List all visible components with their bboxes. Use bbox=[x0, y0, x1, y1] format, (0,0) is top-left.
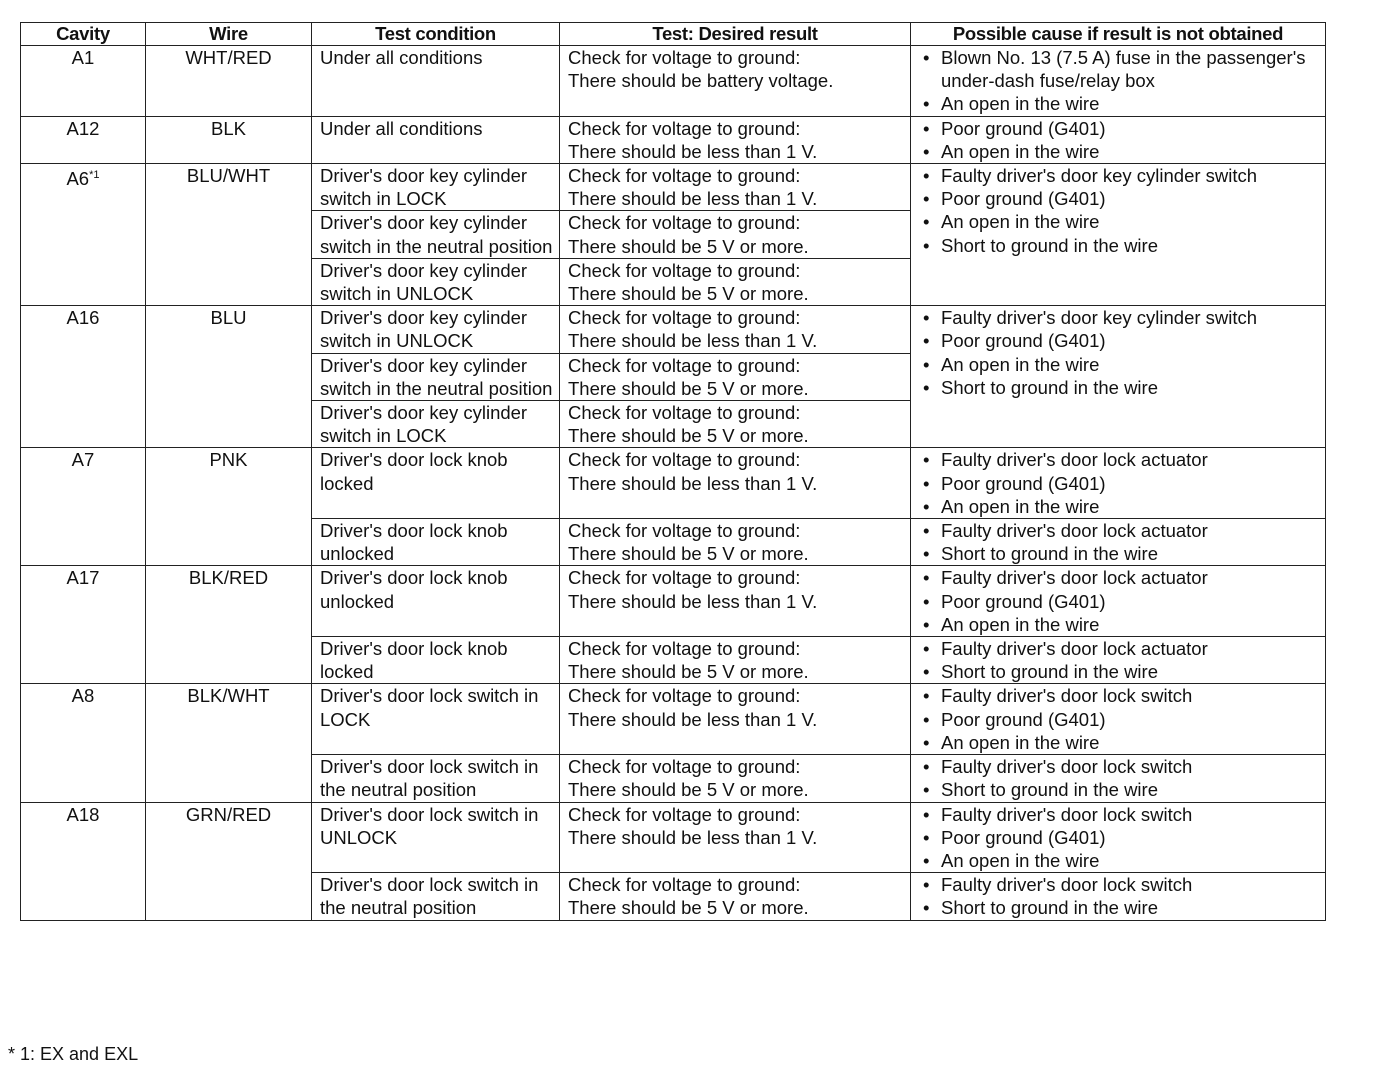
desired-result-cell: Check for voltage to ground: There should be less than 1 V. bbox=[560, 448, 911, 519]
cavity-cell bbox=[21, 46, 146, 117]
table-row bbox=[21, 116, 1326, 163]
cavity-cell bbox=[21, 566, 146, 684]
cause-item: • Faulty driver's door lock switch bbox=[923, 803, 1325, 826]
cause-item: • Blown No. 13 (7.5 A) fuse in the passenger's under-dash fuse/relay box bbox=[923, 46, 1325, 92]
test-condition-cell: Driver's door key cylinder switch in UNLOCK bbox=[312, 258, 560, 305]
table-row bbox=[21, 164, 1326, 211]
cavity-cell bbox=[21, 684, 146, 802]
cavity-cell bbox=[21, 306, 146, 448]
desired-result-cell: Check for voltage to ground: There should be less than 1 V. bbox=[560, 684, 911, 755]
desired-result-cell: Check for voltage to ground: There should be less than 1 V. bbox=[560, 566, 911, 637]
cause-item: • Short to ground in the wire bbox=[923, 778, 1325, 801]
cause-item: • An open in the wire bbox=[923, 140, 1325, 163]
desired-result-cell: Check for voltage to ground: There should be 5 V or more. bbox=[560, 258, 911, 305]
cause-item: • Poor ground (G401) bbox=[923, 117, 1325, 140]
cause-item: • An open in the wire bbox=[923, 92, 1325, 115]
possible-cause-cell bbox=[911, 873, 1326, 920]
desired-result-cell: Check for voltage to ground: There should be 5 V or more. bbox=[560, 873, 911, 920]
table-row bbox=[21, 802, 1326, 873]
possible-cause-cell bbox=[911, 46, 1326, 117]
possible-cause-cell bbox=[911, 566, 1326, 637]
possible-cause-cell bbox=[911, 306, 1326, 448]
test-condition-cell: Driver's door lock knob unlocked bbox=[312, 566, 560, 637]
cause-item: • An open in the wire bbox=[923, 613, 1325, 636]
cause-item: • Short to ground in the wire bbox=[923, 542, 1325, 565]
desired-result-cell: Check for voltage to ground: There should be less than 1 V. bbox=[560, 116, 911, 163]
test-condition-cell: Driver's door lock switch in LOCK bbox=[312, 684, 560, 755]
wire-cell: BLK bbox=[146, 116, 312, 163]
cavity-label: A8 bbox=[71, 685, 95, 707]
cavity-cell bbox=[21, 116, 146, 163]
cavity-cell bbox=[21, 802, 146, 920]
cause-item: • Short to ground in the wire bbox=[923, 376, 1325, 399]
cause-item: • Faulty driver's door lock switch bbox=[923, 755, 1325, 778]
cause-item: • An open in the wire bbox=[923, 210, 1325, 233]
desired-result-cell: Check for voltage to ground: There should be battery voltage. bbox=[560, 46, 911, 117]
test-condition-cell: Driver's door lock switch in UNLOCK bbox=[312, 802, 560, 873]
cause-item: • Poor ground (G401) bbox=[923, 708, 1325, 731]
header-desired-result: Test: Desired result bbox=[560, 23, 911, 46]
header-row bbox=[21, 23, 1326, 46]
cavity-note: *1 bbox=[89, 169, 100, 182]
cavity-cell bbox=[21, 164, 146, 306]
test-condition-cell: Under all conditions bbox=[312, 46, 560, 117]
cause-item: • Poor ground (G401) bbox=[923, 329, 1325, 352]
table-body bbox=[21, 46, 1326, 921]
cause-item: • Short to ground in the wire bbox=[923, 660, 1325, 683]
test-condition-cell: Driver's door key cylinder switch in UNLOCK bbox=[312, 306, 560, 353]
wire-cell: WHT/RED bbox=[146, 46, 312, 117]
cause-item: • An open in the wire bbox=[923, 353, 1325, 376]
cause-item: • An open in the wire bbox=[923, 849, 1325, 872]
cause-item: • Faulty driver's door lock switch bbox=[923, 873, 1325, 896]
test-condition-cell: Driver's door key cylinder switch in the neutral position bbox=[312, 353, 560, 400]
cause-item: • Poor ground (G401) bbox=[923, 826, 1325, 849]
cause-item: • Faulty driver's door lock actuator bbox=[923, 448, 1325, 471]
wire-cell: BLK/RED bbox=[146, 566, 312, 684]
possible-cause-cell bbox=[911, 164, 1326, 306]
table-row bbox=[21, 684, 1326, 755]
wire-cell: BLU bbox=[146, 306, 312, 448]
table-row bbox=[21, 566, 1326, 637]
desired-result-cell: Check for voltage to ground: There should be 5 V or more. bbox=[560, 519, 911, 566]
cavity-label: A7 bbox=[71, 449, 95, 471]
cause-item: • Faulty driver's door lock actuator bbox=[923, 637, 1325, 660]
desired-result-cell: Check for voltage to ground: There should be 5 V or more. bbox=[560, 755, 911, 802]
wire-cell: PNK bbox=[146, 448, 312, 566]
cause-item: • Faulty driver's door lock actuator bbox=[923, 566, 1325, 589]
cavity-label: A17 bbox=[66, 567, 100, 589]
test-condition-cell: Driver's door key cylinder switch in LOCK bbox=[312, 401, 560, 448]
cause-item: • Faulty driver's door key cylinder switch bbox=[923, 306, 1325, 329]
desired-result-cell: Check for voltage to ground: There should be less than 1 V. bbox=[560, 306, 911, 353]
cause-item: • Faulty driver's door lock switch bbox=[923, 684, 1325, 707]
cause-item: • Faulty driver's door lock actuator bbox=[923, 519, 1325, 542]
test-condition-cell: Driver's door lock switch in the neutral position bbox=[312, 873, 560, 920]
desired-result-cell: Check for voltage to ground: There should be 5 V or more. bbox=[560, 211, 911, 258]
cavity-label: A6 bbox=[66, 168, 90, 190]
cavity-label: A18 bbox=[66, 803, 100, 825]
possible-cause-cell bbox=[911, 802, 1326, 873]
test-condition-cell: Driver's door lock switch in the neutral position bbox=[312, 755, 560, 802]
cavity-label: A1 bbox=[71, 47, 95, 68]
cavity-label: A16 bbox=[66, 307, 100, 329]
possible-cause-cell bbox=[911, 755, 1326, 802]
test-condition-cell: Driver's door key cylinder switch in LOCK bbox=[312, 164, 560, 211]
desired-result-cell: Check for voltage to ground: There should be 5 V or more. bbox=[560, 637, 911, 684]
cause-item: • Short to ground in the wire bbox=[923, 896, 1325, 919]
table-row bbox=[21, 448, 1326, 519]
cause-item: • Poor ground (G401) bbox=[923, 472, 1325, 495]
cause-item: • An open in the wire bbox=[923, 731, 1325, 754]
wire-cell: BLK/WHT bbox=[146, 684, 312, 802]
header-test-condition: Test condition bbox=[312, 23, 560, 46]
test-condition-cell: Driver's door key cylinder switch in the neutral position bbox=[312, 211, 560, 258]
desired-result-cell: Check for voltage to ground: There should be less than 1 V. bbox=[560, 164, 911, 211]
cavity-label: A12 bbox=[66, 117, 100, 139]
test-condition-cell: Driver's door lock knob locked bbox=[312, 448, 560, 519]
cavity-cell bbox=[21, 448, 146, 566]
possible-cause-cell bbox=[911, 116, 1326, 163]
header-wire: Wire bbox=[146, 23, 312, 46]
possible-cause-cell bbox=[911, 637, 1326, 684]
possible-cause-cell bbox=[911, 448, 1326, 519]
possible-cause-cell bbox=[911, 684, 1326, 755]
desired-result-cell: Check for voltage to ground: There should be 5 V or more. bbox=[560, 353, 911, 400]
possible-cause-cell bbox=[911, 519, 1326, 566]
footnote: * 1: EX and EXL bbox=[8, 1044, 139, 1064]
test-table bbox=[20, 22, 1326, 921]
cause-item: • Poor ground (G401) bbox=[923, 187, 1325, 210]
wire-cell: BLU/WHT bbox=[146, 164, 312, 306]
test-condition-cell: Driver's door lock knob locked bbox=[312, 637, 560, 684]
cause-item: • Poor ground (G401) bbox=[923, 590, 1325, 613]
cause-item: • An open in the wire bbox=[923, 495, 1325, 518]
desired-result-cell: Check for voltage to ground: There should be less than 1 V. bbox=[560, 802, 911, 873]
header-possible-cause: Possible cause if result is not obtained bbox=[911, 23, 1326, 46]
table-row bbox=[21, 306, 1326, 353]
wire-cell: GRN/RED bbox=[146, 802, 312, 920]
cause-item: • Short to ground in the wire bbox=[923, 234, 1325, 257]
header-cavity: Cavity bbox=[21, 23, 146, 46]
test-condition-cell: Under all conditions bbox=[312, 116, 560, 163]
test-condition-cell: Driver's door lock knob unlocked bbox=[312, 519, 560, 566]
cause-item: • Faulty driver's door key cylinder switch bbox=[923, 164, 1325, 187]
desired-result-cell: Check for voltage to ground: There should be 5 V or more. bbox=[560, 401, 911, 448]
table-row bbox=[21, 46, 1326, 117]
